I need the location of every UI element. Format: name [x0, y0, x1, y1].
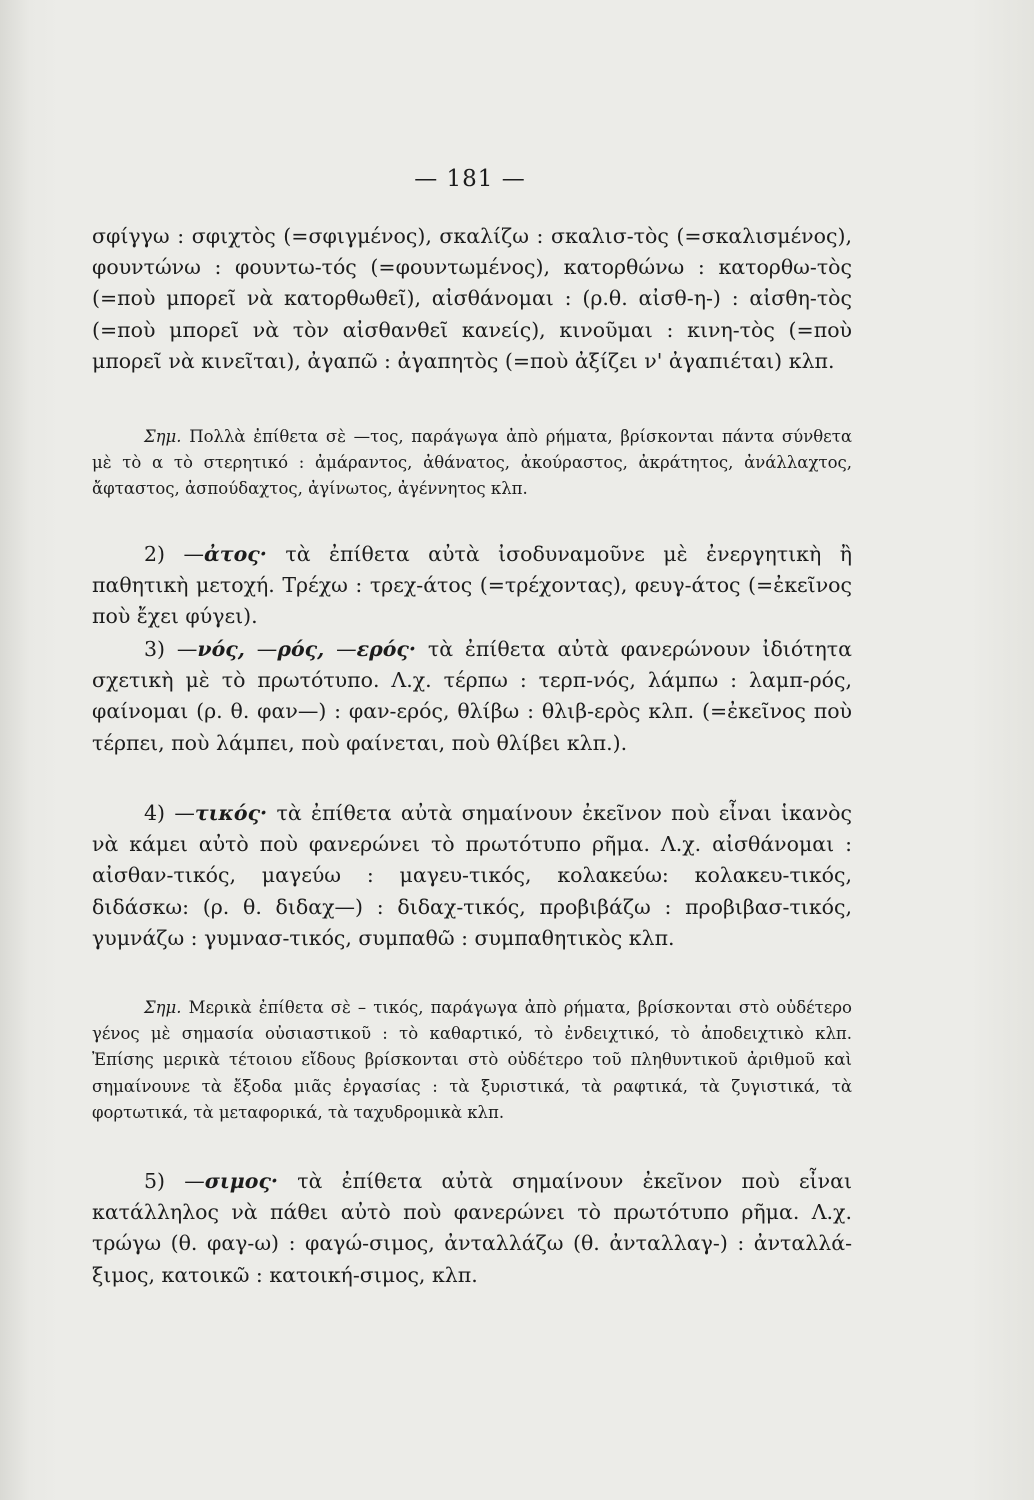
paragraph-2-number: 2) — [144, 542, 205, 566]
paragraph-3-suffix-1: νός, [197, 637, 245, 661]
note-1-label: Σημ. [144, 427, 182, 446]
paragraph-4-suffix: τικός· [194, 801, 268, 825]
paragraph-2-text: τὰ ἐπίθετα αὐτὰ ἰσοδυναμοῦνε μὲ ἐνεργητικὴ ἢ παθητικὴ μετοχή. Τρέχω : τρεχ-άτος (=τρέχοντας), φευγ-άτος (=ἐκεῖνος ποὺ ἔχει φύγει). [92, 542, 853, 629]
paragraph-4-number: 4) — [144, 801, 195, 825]
paragraph-3-text: τὰ ἐπίθετα αὐτὰ φανερώνουν ἰδιότητα σχετικὴ μὲ τὸ πρωτότυπο. Λ.χ. τέρπω : τερπ-νός, λάμπω : λαμπ-ρός, φαίνομαι (ρ. θ. φαν—) : φαν-ερός, θλίβω : θλιβ-ερὸς κλπ. (=ἐκεῖνος ποὺ τέρπει, ποὺ λάμπει, ποὺ φαίνεται, ποὺ θλίβει κλπ.). [92, 637, 852, 755]
paragraph-4-text: τὰ ἐπίθετα αὐτὰ σημαίνουν ἐκεῖνον ποὺ εἶναι ἱκανὸς νὰ κάμει αὐτὸ ποὺ φανερώνει τὸ πρωτότυπο ρῆμα. Λ.χ. αἰσθάνομαι : αἰσθαν-τικός, μαγεύω : μαγευ-τικός, κολακεύω: κολακευ-τικός, διδάσκω: (ρ. θ. διδαχ—) : διδαχ-τικός, προβιβάζω : προβιβασ-τικός, γυμνάζω : γυμνασ-τικός, συμπαθῶ : συμπαθητικὸς κλπ. [92, 801, 852, 950]
paragraph-4 [92, 798, 852, 954]
note-2-text: Μερικὰ ἐπίθετα σὲ – τικός, παράγωγα ἀπὸ ρήματα, βρίσκονται στὸ οὐδέτερο γένος μὲ σημασία οὐσιαστικοῦ : τὸ καθαρτικό, τὸ ἐνδειχτικό, τὸ ἀποδειχτικὸ κλπ. Ἐπίσης μερικὰ τέτοιου εἴδους βρίσκονται στὸ οὐδέτερο τοῦ πληθυντικοῦ ἀριθμοῦ καὶ σημαίνουνε τὰ ἔξοδα μιᾶς ἐργασίας : τὰ ξυριστικά, τὰ ραφτικά, τὰ ζυγιστικά, τὰ φορτωτικά, τὰ μεταφορικά, τὰ ταχυδρομικὰ κλπ. [92, 998, 852, 1122]
paragraph-3-number: 3) — [144, 637, 198, 661]
paragraph-5-number: 5) — [144, 1169, 205, 1193]
note-1-text: Πολλὰ ἐπίθετα σὲ —τος, παράγωγα ἀπὸ ρήματα, βρίσκονται πάντα σύνθετα μὲ τὸ α τὸ στερητικό : ἀμάραντος, ἀθάνατος, ἀκούραστος, ἀκράτητος, ἀνάλλαχτος, ἄφταστος, ἀσπούδαχτος, ἀγίνωτος, ἀγέννητος κλπ. [92, 427, 852, 499]
paragraph-1-text: σφίγγω : σφιχτὸς (=σφιγμένος), σκαλίζω : σκαλισ-τὸς (=σκαλισμένος), φουντώνω : φουντω-τός (=φουντωμένος), κατορθώνω : κατορθω-τὸς (=ποὺ μπορεῖ νὰ κατορθωθεῖ), αἰσθάνομαι : (ρ.θ. αἰσθ-η-) : αἰσθη-τὸς (=ποὺ μπορεῖ νὰ τὸν αἰσθανθεῖ κανείς), κινοῦμαι : κινη-τὸς (=ποὺ μπορεῖ νὰ κινεῖται), ἀγαπῶ : ἀγαπητὸς (=ποὺ ἀξίζει ν' ἀγαπιέται) κλπ. [92, 224, 852, 373]
paragraph-5-suffix: σιμος· [204, 1169, 279, 1193]
note-2-label: Σημ. [144, 998, 182, 1017]
paragraph-5 [92, 1166, 852, 1291]
paragraph-2-suffix: ἀτος· [204, 542, 267, 566]
paragraph-3-suffix-3: ερός· [356, 637, 417, 661]
paragraph-3-dash-3: — [324, 637, 357, 661]
paragraph-3 [92, 634, 852, 759]
note-1 [92, 424, 852, 503]
paragraph-1 [92, 221, 852, 377]
note-2 [92, 995, 852, 1126]
paragraph-2 [92, 539, 852, 633]
paragraph-3-dash-2: — [244, 637, 278, 661]
page-number: — 181 — [414, 166, 526, 192]
paragraph-5-text: τὰ ἐπίθετα αὐτὰ σημαίνουν ἐκεῖνον ποὺ εἶναι κατάλληλος νὰ πάθει αὐτὸ ποὺ φανερώνει τὸ πρωτότυπο ρῆμα. Λ.χ. τρώγω (θ. φαγ-ω) : φαγώ-σιμος, ἀνταλλάζω (θ. ἀνταλλαγ-) : ἀνταλλά-ξιμος, κατοικῶ : κατοική-σιμος, κλπ. [92, 1169, 852, 1287]
paragraph-3-suffix-2: ρός, [277, 637, 325, 661]
